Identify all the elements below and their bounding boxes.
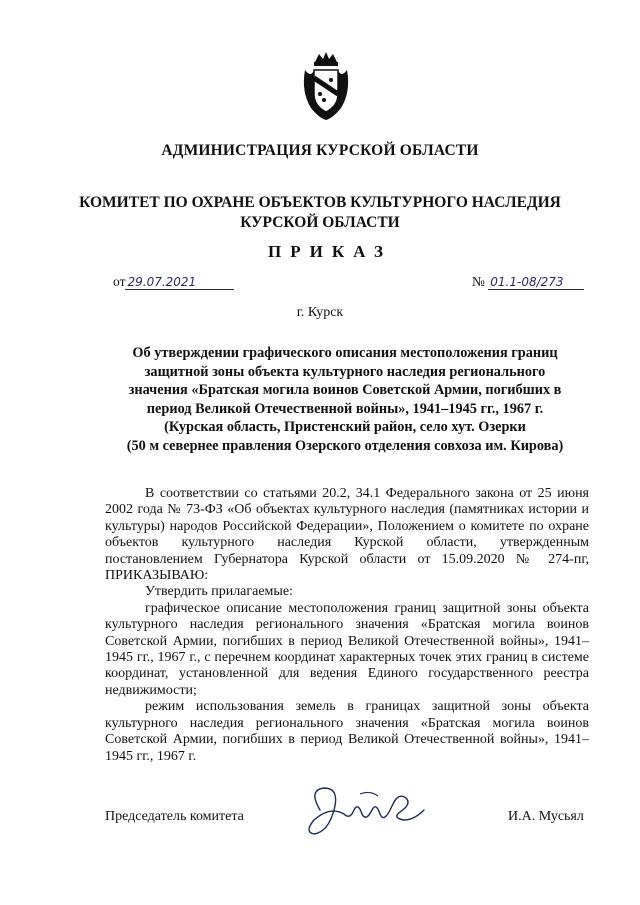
signer-name: И.А. Мусьял: [508, 809, 584, 824]
signer-position: Председатель комитета: [105, 809, 244, 824]
title-line: период Великой Отечественной войны», 1941–1945 гг., 1967 г.: [146, 400, 544, 417]
date-value: 29.07.2021: [125, 275, 234, 290]
document-type: ПРИКАЗ: [268, 242, 392, 261]
body-paragraph: режим использования земель в границах защитной зоны объекта культурного наследия регионального значения «Братская могила воинов Советской Армии, погибших в период Великой Отечественной войны», 1941–1945 гг., 1967 г.: [105, 699, 589, 764]
body-paragraph: графическое описание местоположения границ защитной зоны объекта культурного наследия регионального значения «Братская могила воинов Советской Армии, погибших в период Великой Отечественной войны», 1941–1945 гг., 1967 г., с перечнем координат характерных точек этих границ в системе координат, установленной для ведения Единого государственного реестра недвижимости;: [105, 600, 589, 698]
order-date: [113, 274, 234, 290]
signature-icon: [300, 780, 430, 840]
title-line: значения «Братская могила воинов Советской Армии, погибших в: [128, 382, 562, 398]
body-paragraph: Утвердить прилагаемые:: [145, 584, 293, 600]
order-number: [472, 274, 584, 290]
date-prefix: от: [113, 274, 126, 289]
order-body: [105, 486, 589, 765]
committee-name: [0, 193, 640, 233]
order-title: [105, 344, 585, 455]
organization-name: АДМИНИСТРАЦИЯ КУРСКОЙ ОБЛАСТИ: [161, 142, 479, 159]
body-paragraph: В соответствии со статьями 20.2, 34.1 Федерального закона от 25 июня 2002 года № 73-ФЗ «Об объектах культурного наследия (памятниках истории и культуры) народов Российской Федерации», Положением о комитете по охране объектов культурного наследия Курской области, утвержденным постановлением Губернатора Курской области от 15.09.2020 № 274-пг, ПРИКАЗЫВАЮ:: [105, 486, 589, 584]
committee-line-1: КОМИТЕТ ПО ОХРАНЕ ОБЪЕКТОВ КУЛЬТУРНОГО НАСЛЕДИЯ: [79, 194, 561, 211]
title-line: (Курская область, Пристенский район, село хут. Озерки: [164, 419, 526, 435]
coat-of-arms-icon: [297, 48, 355, 122]
number-prefix: №: [472, 274, 485, 289]
city: г. Курск: [296, 305, 344, 320]
number-value: 01.1-08/273: [488, 275, 584, 290]
title-line: защитной зоны объекта культурного наследия регионального: [144, 363, 546, 380]
title-line: (50 м севернее правления Озерского отделения совхоза им. Кирова): [126, 437, 564, 454]
title-line: Об утверждении графического описания местоположения границ: [132, 345, 558, 361]
committee-line-2: КУРСКОЙ ОБЛАСТИ: [240, 214, 400, 231]
